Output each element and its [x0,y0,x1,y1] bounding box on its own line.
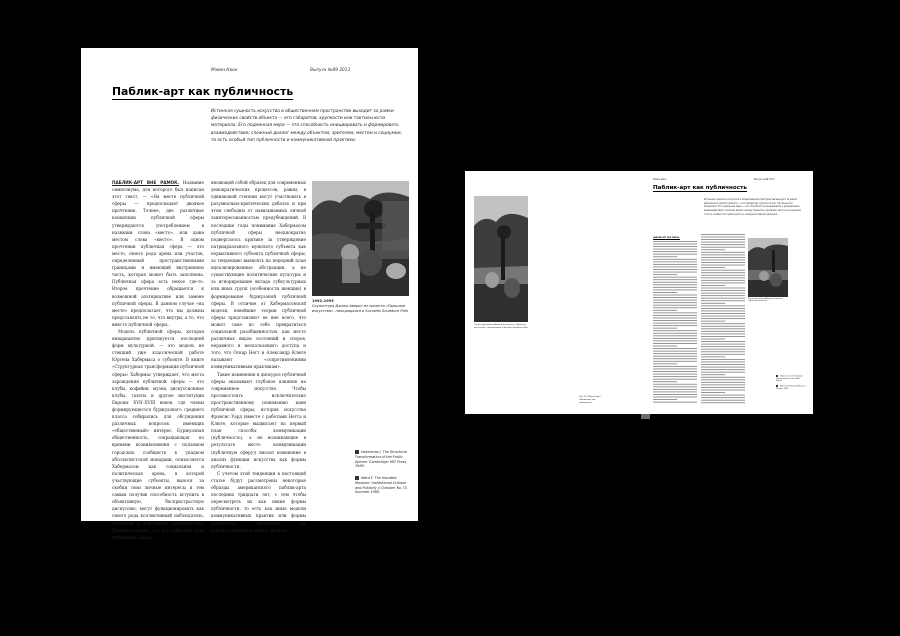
issue-header-small: Выпуск №89 2013 [754,178,775,181]
sculpture-photo [312,181,409,296]
text-line [701,244,745,245]
text-line [653,254,697,255]
text-line [701,277,745,278]
text-line [653,297,697,298]
text-line [653,394,697,395]
photo-caption-small: Скульптура Джека Аверко из проекта «Прошлое искусства», находящаяся в Socrates Sculpture Park [474,324,528,329]
text-line [653,277,697,278]
text-line [701,316,745,317]
text-line [701,239,745,240]
issue-header: Выпуск №89 2013 [310,68,351,73]
text-line [701,390,745,391]
body-text-lines [641,171,813,414]
text-line [653,320,697,321]
text-line [653,361,697,362]
article-title: Паблик-арт как публичность [112,85,294,98]
text-line [701,384,745,385]
text-line [701,321,725,322]
text-line [653,376,697,377]
article-page-large [81,48,418,540]
text-line [701,374,725,375]
text-line [701,275,745,276]
text-line [653,323,697,324]
text-line [653,307,697,308]
text-line [701,379,745,380]
text-line [701,265,745,266]
text-line [653,325,697,326]
page-edge-marker [641,414,650,419]
text-line [701,288,745,289]
text-line [701,364,745,365]
text-line [701,242,745,243]
article-lead-small: Истинная сущность искусства в общественном пространстве выходит за рамки физических свойств объекта — его габаритов, хрупкости или тактильности материала. Его подлинная мера — это способность инициировать и формировать взаимодействие; сложный диалог между объектом, зрителем, местом и социумом, то есть особый тип публичности и коммуникативной практики. [704,198,802,216]
text-line [653,269,697,270]
text-line [653,340,697,341]
text-line [701,400,745,401]
footnote-1 [355,450,411,469]
text-line [701,311,745,312]
spread-right-page [641,171,813,414]
text-line [653,295,697,296]
text-line [653,338,697,339]
text-line [653,343,697,344]
text-line [653,267,697,268]
text-line [701,295,745,296]
footnote-text: Habermas J. The Structural Transformation of the Public Sphere. Cambridge: MIT Press, 1989. [355,450,408,469]
text-line [701,290,745,291]
text-line [653,312,697,313]
text-line [653,300,697,301]
spread-left-page [465,171,641,414]
text-line [701,387,745,388]
text-line [653,261,697,262]
text-line [701,326,745,327]
text-line [701,280,745,281]
article-lead: Истинная сущность искусства в общественном пространстве выходит за рамки физических свойств объекта — его габаритов, хрупкости или тактильности материала. Его подлинная мера — это способность инициировать и формировать взаимодействие; сложный диалог между объектом, зрителем, местом и социумом, то есть особый тип публичности и коммуникативной практики. [211,109,403,143]
text-line [653,292,677,293]
text-line [653,246,697,247]
text-line [701,377,745,378]
text-line [701,341,745,342]
text-line [653,274,677,275]
text-line [701,318,745,319]
text-line [653,358,697,359]
text-line [653,356,697,357]
text-line [653,302,697,303]
text-line [701,260,745,261]
text-line [701,303,725,304]
text-line [701,346,745,347]
text-line [653,379,697,380]
text-line [701,282,745,283]
text-line [653,371,697,372]
text-line [653,391,697,392]
sculpture-photo-small [474,196,528,322]
text-line [701,395,745,396]
text-line [653,351,697,352]
text-line [701,336,745,337]
text-line [653,310,677,311]
text-line [653,386,697,387]
text-line [701,402,745,403]
text-line [701,257,745,258]
text-line [653,251,697,252]
photo-caption-thumb: Скульптура Джека Аверко из проекта «Прошлое искусства» [748,298,783,303]
text-line [653,305,697,306]
text-line [653,272,697,273]
text-line [653,244,697,245]
footnote-text: Ward F. The Haunted Museum: Institutional Critique and Publicity // October. No 73. Summer 1995. [355,476,408,495]
text-line [653,374,697,375]
folio: 126–127 Мэвон Квон Паблик-арт как публичность [579,396,601,404]
article-title-small: Паблик-арт как публичность [653,185,747,191]
text-line [653,259,697,260]
text-column-2 [211,179,307,533]
author-header-small: Мэвон Квон [653,178,667,181]
text-line [653,284,697,285]
text-line [701,234,745,235]
text-line [701,298,745,299]
paragraph: Модель публичной сферы, которая инвариантно критикуется последней форм мультурной, — это модель не стекший уже классической работе Юргена Хабермаса о субъекте. В книге «Структурная трансформация публичной сферы» Хабермас утверждает, что места зарождения публичной сферы — это клубы, кофейни, музеи, дискуссионные клубы, газеты и другие институции Европы XVII–XVIII веков, где члены формирующегося буржуазного среднего класса собирались для обсуждения различных вопросов, имеющих «общественный» интерес. Буржуазная общественность, сокращающая по времени возникновения с подъемом городских сообществ в упадком абсолютистской монархии, осмысляется Хабермасом как социальная и политическая арена, в которой участвующие субъекты, вынося за скобки свои личные интересы и тем самым получив способность вступить в объективную, беспристрастную дискуссию, могут функционировать как своего рода коллективный наблюдатель, следящий за действиями правительства. Предполагается, что все субъекты этой публичной сферы, [112,328,204,540]
text-line [701,308,745,309]
text-line [701,267,725,268]
author-header: Мэвон Квон [211,68,238,73]
text-line [653,318,697,319]
text-line [701,392,725,393]
footnote-text: Ward F. The Haunted Museum. October, 1995. [776,385,806,390]
text-line [653,335,697,336]
text-column-1 [112,179,204,540]
text-line [653,315,697,316]
text-line [653,330,697,331]
text-line [701,247,745,248]
text-line [701,372,745,373]
text-line [701,339,725,340]
text-line [653,353,697,354]
photo-caption [312,299,409,314]
text-line [653,264,697,265]
text-line [701,397,745,398]
footnote-2 [355,476,411,495]
text-line [701,285,725,286]
section-rubric-small: ПАБЛИК-АРТ ВНЕ РАМОК. [653,237,680,239]
text-line [701,328,745,329]
text-line [701,354,745,355]
text-line [653,289,697,290]
text-line [701,367,745,368]
paragraph: Название симпозиума, для которого был написан этот текст, — «На месте публичной сферы — предпольшает двоякое прочтение. Точнее, две различные концепции публичной сферы утверждаются употреблением в названии слова «место», или даже местом слова «место». В одном прочтении публичная сфера — это место, своего рода арена или участок, определенный пространственными границами и имеющий внутреннюю часть, которая может быть заполнена. Публичная сфера есть некое где-то. Второе прочтение обращается к возможной альтернативе или замене публичной сферы. В данном случае «на месте» предполагает, что мы должны представлять не то, что внутри, а то, что вместо публичной сферы. [112,180,204,327]
text-line [701,333,745,334]
text-line [701,305,745,306]
text-line [701,249,725,250]
text-line [701,313,745,314]
text-line [653,381,677,382]
text-line [701,359,745,360]
text-line [653,369,697,370]
footnote-text: Habermas J. The Structural Transformation of the Public Sphere. [776,375,803,383]
text-line [653,279,697,280]
paragraph: Такие изменения в дискурсе публичной сферы оказывают глубокое влияние на современное искусство. Чтобы противостоять исключительно пространственному пониманию идеи публичной сферы, история искусства Фрэнсис Уард (вместе с работами Негта и Клюге, которые выдвигают на первый план способы коммуникации (публичность), а не возникающее в результате место коммуникации (публичную сферу)) вносит изменение в анализ функции искусства как формы публичности. [211,371,306,469]
text-line [701,254,745,255]
text-line [653,348,697,349]
text-line [653,389,697,390]
text-line [653,399,677,400]
text-line [701,300,745,301]
text-line [653,363,677,364]
text-line [701,349,745,350]
text-line [701,252,745,253]
text-line [653,397,697,398]
text-line [701,272,745,273]
text-line [653,256,677,257]
text-line [653,333,697,334]
text-line [653,287,697,288]
text-line [701,344,745,345]
text-line [653,328,677,329]
text-line [701,331,745,332]
text-line [653,346,677,347]
text-line [653,402,697,403]
text-line [653,282,697,283]
text-line [701,351,745,352]
caption-text: Скульптура Джека Аверко из проекта «Прошлое искусства», находящаяся в Socrates Sculpture Park [312,304,409,313]
text-line [701,356,725,357]
text-line [653,366,697,367]
text-line [701,382,745,383]
paragraph: являющей собой образец для современных демократических процессов, равны, в одинаковой степени могут участвовать в разумнально-критических дебатах и при этом свободны от навязываемых личной заинтересованностью предубеждений. В последние годы понимание Хабермасом публичной сферы неоднократно подвергалось критике за утверждение патриархального мужского субъекта как нормативного субъекта публичной сферы, за тенденцию выявлять на передний план идеализированные абстракции, а не существующие политические культуры и за игнорирование вклада субкультурных или иных групп (особенности женщин) в формирование буржуазной публичной сферы. В отличие от Хабермасовской модели, новейшие теории публичной сферы представляют ее вне всего, что может само по себе превратиться социальной разобщенностью, как место различных видов состояний и споров, неравного и нескользящего доступа и того, что Оскар Негт и Александр Клюге называют «сопротивлениями коммуникативным практикам». [211,180,307,370]
section-rubric: ПАБЛИК-АРТ ВНЕ РАМОК. [112,180,180,185]
text-line [701,262,745,263]
text-line [653,249,697,250]
text-line [701,270,745,271]
text-line [701,369,745,370]
text-line [701,237,745,238]
text-line [701,362,745,363]
text-line [653,384,697,385]
caption-years: 1992–1993 [312,299,334,303]
text-line [653,241,697,242]
text-line [701,323,745,324]
text-line [701,293,745,294]
paragraph: С учетом этой тенденции в настоящей статье будут рассмотрены некоторые образцы американского паблик-арта последних тридцати лет, с тем чтобы пересмотреть их как некие формы публичности, то есть как иные модели коммуникативных практик или формы публичного обращения (не художественные манеры). Направ- [211,470,306,533]
